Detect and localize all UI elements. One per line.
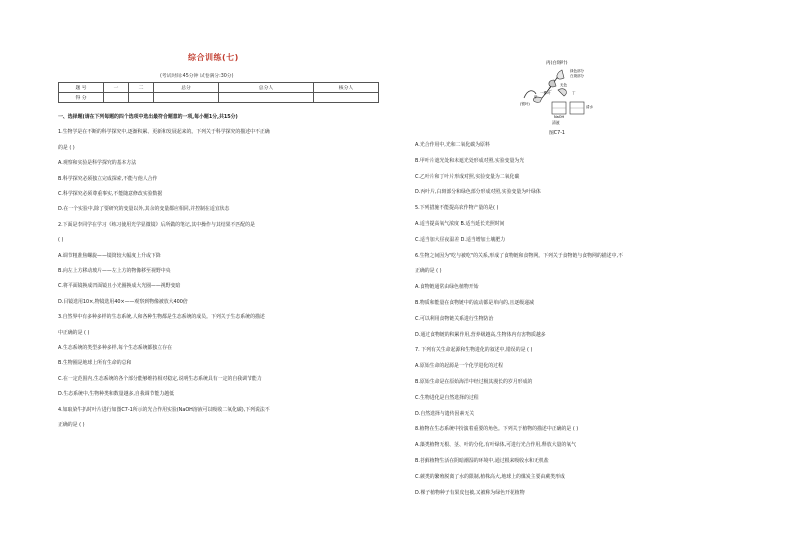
text-line: 正确的是 ( )	[415, 268, 442, 275]
text-line: 5.下列措施不能提高农作物产量的是( )	[415, 205, 499, 212]
text-line: D.通过食物链的积累作用,营养级越高,生物体内有害物质越多	[415, 331, 546, 338]
text-line: 3.自然界中有多种多样的生态系统,人和各种生物都是生态系统的成员。下列关于生态系统的描述	[58, 314, 265, 321]
text-line: B.原始生命是在原始海洋中经过极其漫长的岁月形成的	[415, 379, 533, 385]
score-header-cell: 一	[104, 83, 129, 93]
score-cell	[104, 93, 129, 103]
experiment-diagram	[512, 58, 600, 126]
score-cell	[314, 93, 379, 103]
text-line: B.向左上方移动玻片——左上方的物像移至视野中央	[58, 268, 171, 274]
text-line: A.适当提高氧气浓度 B.适当延长光照时间	[415, 221, 505, 227]
text-line: C.生物进化是自然选择的过程	[415, 394, 479, 401]
score-header-cell: 总分	[154, 83, 219, 93]
score-cell	[129, 93, 154, 103]
score-row-label: 得 分	[59, 93, 104, 103]
text-line: 1.生物学是在不断的科学探究中,逐渐积累、更新和发展起来的。下列关于科学探究的描述中不正确	[58, 129, 270, 136]
text-line: 7. 下列有关生命起源和生物进化的叙述中,错误的是 ( )	[415, 347, 533, 354]
text-line: 8.植物在生态系统中扮演着重要的角色。下列关于植物的描述中正确的是 ( )	[415, 426, 579, 433]
text-line: D.目镜选用10×,物镜选用40×——观察到物像被放大400倍	[58, 298, 188, 305]
diagram-label: NaOH	[554, 115, 565, 119]
text-line: A.调节粗准焦螺旋——镜筒较大幅度上升或下降	[58, 252, 161, 259]
text-line: 中正确的是 ( )	[58, 329, 90, 336]
text-line: A.光合作用中,光和二氧化碳为原料	[415, 142, 490, 148]
text-line: C.可以利用食物链关系进行生物防治	[415, 315, 494, 322]
text-line: ( )	[58, 237, 64, 244]
leaf-bing-icon	[557, 70, 564, 79]
text-line: D.裸子植物种子有果皮包被,又被称为绿色开花植物	[415, 489, 525, 496]
text-line: A.生态系统的类型多种多样,每个生态系统都独立存在	[58, 345, 172, 351]
text-line: A.食物链通常由绿色植物开始	[415, 284, 479, 291]
leaf-ding-icon	[558, 89, 566, 96]
score-cell	[154, 93, 219, 103]
text-line: A.原始生命的起源是一个化学进化的过程	[415, 363, 503, 370]
text-line: C.将平面镜换成凹面镜且小光圈换成大光圈——视野变暗	[58, 283, 181, 290]
score-table	[58, 82, 379, 103]
score-header-cell: 核分人	[314, 83, 379, 93]
score-table-score-row	[59, 93, 379, 103]
text-line: 4.如取染牛扒时叶片进行如图C7-1所示的光合作用实验(NaOH溶液可以吸收二氧化碳),下列说法不	[58, 406, 270, 413]
text-line: C.在一定范围内,生态系统的各个部分能够维持相对稳定,说明生态系统具有一定的自我调节能力	[58, 375, 262, 382]
text-line: D.自然选择与遗传因素无关	[415, 410, 475, 417]
score-header-cell: 总分人	[219, 83, 314, 93]
text-line: C.科学探究必须尊重事实,不能随意修改实验数据	[58, 191, 163, 197]
text-line: B.苔藓植物生活在阴暗潮湿的环境中,通过根来吸收水和无机盐	[415, 458, 549, 464]
text-line: 一、选择题(请在下列每题的四个选项中选出最符合题意的一项,每小题1分,共15分)	[58, 114, 238, 120]
score-cell	[219, 93, 314, 103]
text-line: B.甲叶片遮光处和未遮光处形成对照,实验变量为光	[415, 157, 525, 164]
text-line: C.乙叶片和丁叶片形成对照,实验变量为二氧化碳	[415, 173, 520, 180]
text-line: 6.生物之间因为"吃与被吃"的关系,形成了食物链和食物网。下列关于食物链与食物网的描述中,不	[415, 252, 623, 259]
page-title: 综合训练(七)	[188, 53, 239, 62]
score-header-cell: 二	[129, 83, 154, 93]
exam-info: (考试时间:45分钟 试卷满分:30分)	[160, 74, 234, 79]
score-header-cell: 题 号	[59, 83, 104, 93]
text-line: 正确的是 ( )	[58, 422, 85, 428]
text-line: A.藻类植物无根、茎、叶的分化,有叶绿体,可进行光合作用,释放大量的氧气	[415, 442, 577, 449]
score-table-header-row	[59, 83, 379, 93]
diagram-label: 清水	[586, 105, 593, 109]
diagram-label: 绿色部分	[570, 69, 584, 73]
diagram-label: (银叶)	[520, 102, 530, 106]
diagram-label: 丁	[572, 91, 576, 95]
text-line: D.在一个实验中,除了要研究的变量以外,其余的变量都应相同,并控制在适宜状态	[58, 206, 230, 213]
text-line: 的是 ( )	[58, 144, 75, 151]
diagram-label: 无色	[560, 83, 567, 87]
figure-caption: 图C7-1	[549, 131, 565, 136]
text-line: 2.下面是李同学在学习《练习使用光学显微镜》后所做的笔记,其中操作与其结果不匹配的是	[58, 221, 255, 228]
text-line: A.观察和实验是科学探究的基本方法	[58, 160, 137, 167]
diagram-label-top: 丙(白斑叶)	[546, 61, 568, 66]
text-line: D.丙叶片,白斑部分和绿色部分形成对照,实验变量为叶绿体	[415, 189, 541, 196]
text-line: D.生态系统中,生物种类和数量越多,自我调节能力越低	[58, 391, 175, 398]
diagram-label: 白斑部分	[570, 74, 584, 78]
text-line: B.生物圈是地球上所有生命的总和	[58, 360, 132, 367]
diagram-label: 乙	[548, 87, 552, 91]
text-line: C.蕨类的繁殖脱离了水的限制,植株高大,地球上的煤炭主要由蕨类形成	[415, 473, 565, 480]
text-line: B.物质和能量在食物链中的流动都是单向的,且逐级递减	[415, 300, 534, 306]
diagram-label: 清液	[552, 120, 560, 125]
text-line: C.适当加大昼夜温差 D.适当增加土壤肥力	[415, 236, 506, 243]
diagram-label: 一株叶	[540, 91, 551, 95]
text-line: B.科学探究必须独立完成探索,不能与他人合作	[58, 175, 158, 182]
diagram-label: 甲	[534, 95, 538, 99]
